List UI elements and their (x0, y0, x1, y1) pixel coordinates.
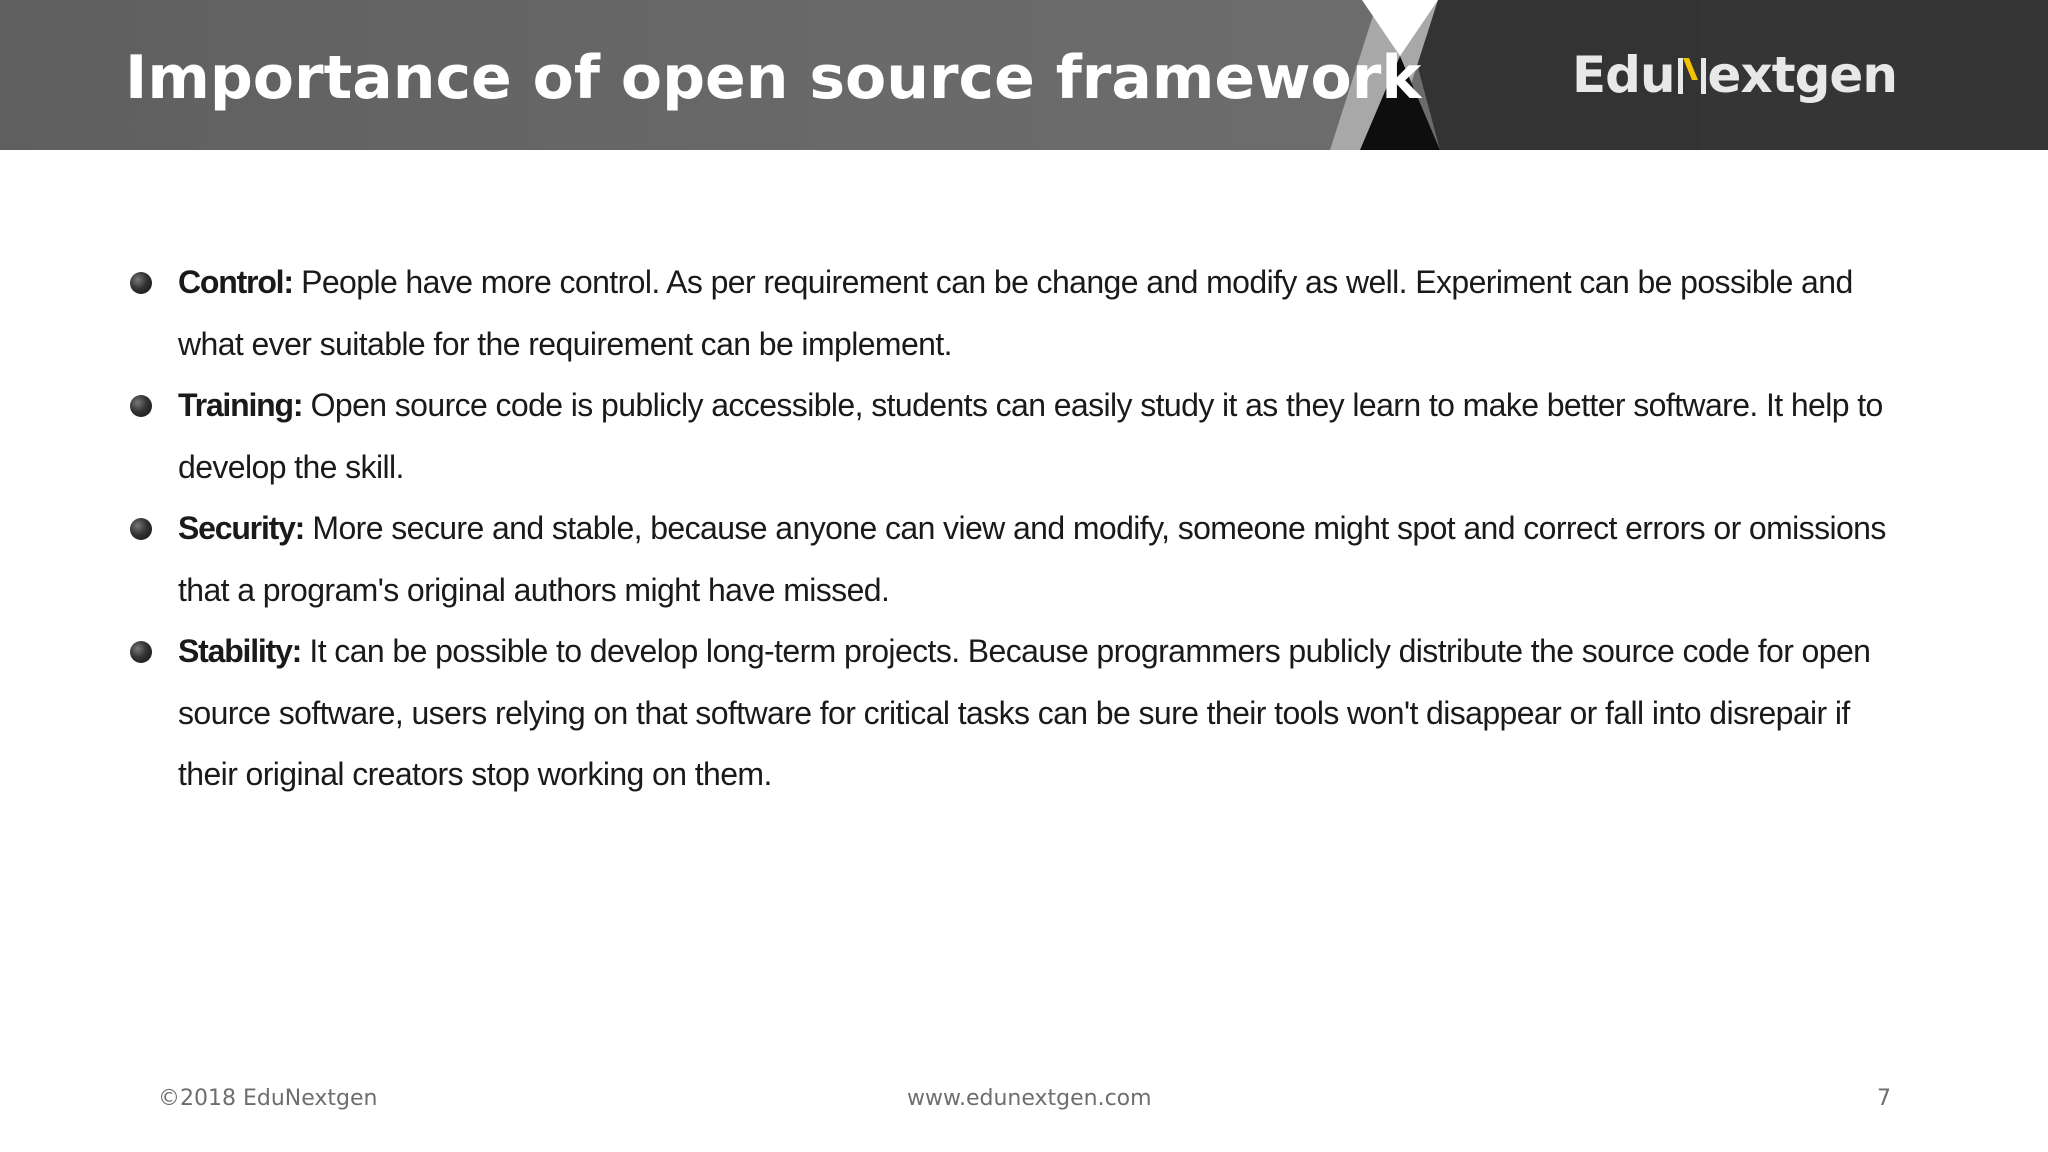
bullet-dot-icon (130, 272, 152, 294)
bullet-dot-icon (130, 641, 152, 663)
bullet-text: More secure and stable, because anyone can view and modify, someone might spot and correct errors or omissions that a program's original authors might have missed. (178, 510, 1886, 608)
logo-text-end: extgen (1707, 46, 1897, 104)
bullet-security (130, 498, 1900, 621)
bullet-dot-icon (130, 518, 152, 540)
bullet-stability (130, 621, 1900, 806)
bullet-text: Open source code is publicly accessible, students can easily study it as they learn to make better software. It help to develop the skill. (178, 387, 1883, 485)
bullet-term: Control: (178, 264, 293, 300)
page-number: 7 (1877, 1086, 1891, 1111)
bullet-term: Training: (178, 387, 303, 423)
logo-text-start: Edu (1572, 46, 1675, 104)
bullet-dot-icon (130, 395, 152, 417)
footer-website: www.edunextgen.com (907, 1086, 1152, 1111)
bullet-text: People have more control. As per requirement can be change and modify as well. Experiment can be possible and what ever suitable for the requirement can be implement. (178, 264, 1853, 362)
bullet-term: Security: (178, 510, 305, 546)
bullet-training (130, 375, 1900, 498)
logo-n-mark (1678, 44, 1706, 84)
bullet-term: Stability: (178, 633, 302, 669)
bullet-text: It can be possible to develop long-term projects. Because programmers publicly distribute the source code for open source software, users relying on that software for critical tasks can be sure their tools won't disappear or fall into disrepair if their original creators stop working on them. (178, 633, 1871, 792)
brand-logo (1572, 40, 1897, 110)
footer-copyright: ©2018 EduNextgen (158, 1086, 378, 1111)
bullet-control (130, 252, 1900, 375)
header-banner (0, 0, 2048, 150)
slide-title: Importance of open source framework (125, 43, 1422, 113)
bullet-list (130, 252, 1900, 806)
